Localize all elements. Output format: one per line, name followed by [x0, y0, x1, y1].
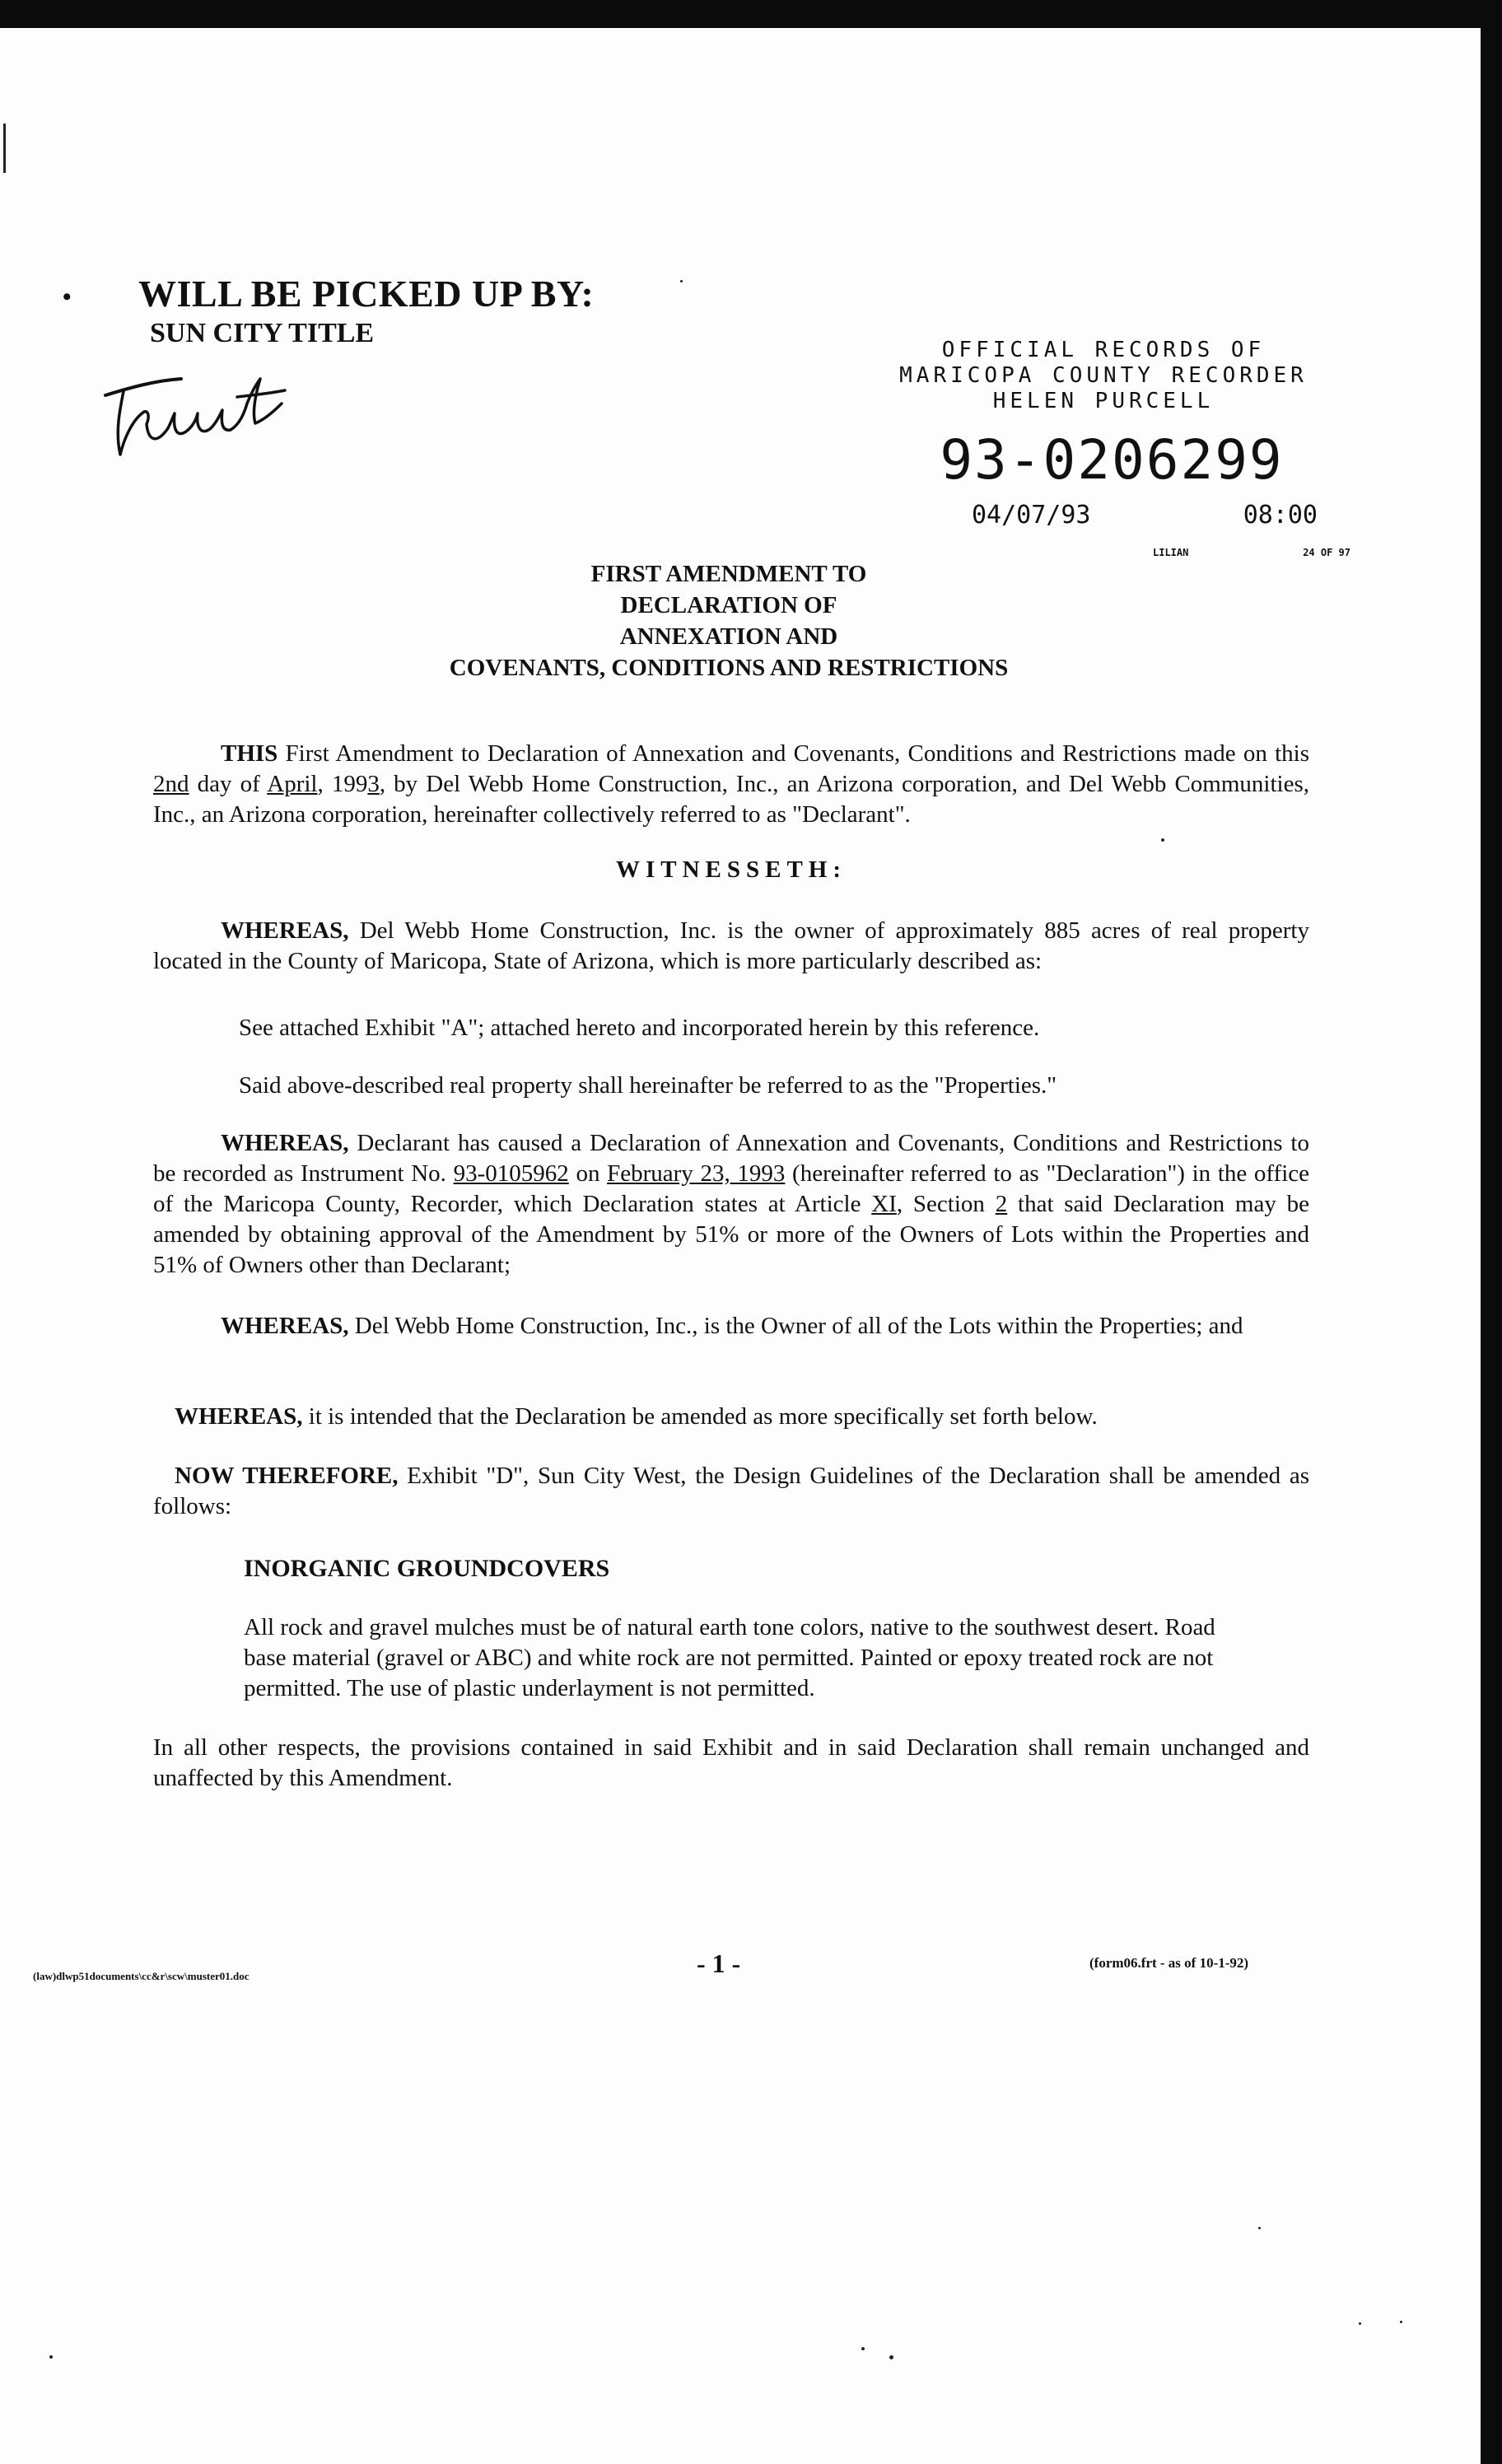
handwritten-signature [99, 362, 288, 469]
witnesseth-heading: WITNESSETH: [615, 856, 847, 883]
section-number: 2 [995, 1191, 1008, 1217]
section-heading: INORGANIC GROUNDCOVERS [244, 1555, 610, 1582]
recorder-stamp [873, 338, 1334, 414]
scan-edge-right [1481, 0, 1502, 2464]
whereas-paragraph-2 [153, 1128, 1309, 1281]
footer-file-path: (law)dlwp51documents\cc&r\scw\muster01.doc [33, 1970, 250, 1982]
whereas-paragraph-3 [153, 1311, 1309, 1342]
intro-lead: THIS [221, 740, 278, 767]
whereas-text: it is intended that the Declaration be amended as more specifically set forth below. [302, 1403, 1098, 1430]
whereas-paragraph-1 [153, 916, 1309, 977]
whereas-paragraph-4 [153, 1402, 1309, 1432]
whereas-text: Del Webb Home Construction, Inc., is the Owner of all of the Lots within the Properties; and [348, 1313, 1243, 1339]
recorder-line-3: HELEN PURCELL [992, 389, 1215, 413]
recording-datetime [972, 501, 1318, 530]
intro-month: April [267, 771, 318, 797]
scan-mark [3, 124, 6, 173]
intro-paragraph [153, 739, 1309, 830]
whereas-lead: WHEREAS, [175, 1403, 303, 1430]
intro-text: , 199 [317, 771, 368, 797]
whereas-lead: WHEREAS, [221, 1130, 349, 1156]
title-line-4: COVENANTS, CONDITIONS AND RESTRICTIONS [449, 655, 1009, 681]
footer-form-id: (form06.frt - as of 10-1-92) [1089, 1955, 1249, 1971]
now-therefore-paragraph [153, 1461, 1309, 1522]
section-text: All rock and gravel mulches must be of natural earth tone colors, native to the southwest desert. Road base material (gravel or ABC) and white rock are not permitted. Painted or epoxy treated rock are not permitted. The use of plastic underlayment is not permitted. [244, 1614, 1215, 1701]
article-number: XI [871, 1191, 897, 1217]
title-line-3: ANNEXATION AND [619, 623, 838, 650]
page-number: - 1 - [697, 1948, 741, 1978]
recording-clerk-line [1153, 547, 1350, 558]
recording-pages: 24 OF 97 [1303, 547, 1350, 558]
now-therefore-text: Exhibit "D", Sun City West, the Design Guidelines of the Declaration shall be amended as follows: [153, 1463, 1309, 1519]
intro-text: day of [189, 771, 268, 797]
title-line-1: FIRST AMENDMENT TO [590, 561, 867, 587]
title-line-2: DECLARATION OF [620, 592, 837, 618]
whereas-text: Declarant has caused a Declaration of Annexation and Covenants, Conditions and Restrictions to be recorded as Instrument No. [153, 1130, 1309, 1187]
recording-number: 93-0206299 [940, 428, 1284, 492]
recording-date: 04/07/93 [972, 501, 1091, 530]
recorder-line-2: MARICOPA COUNTY RECORDER [899, 363, 1308, 388]
whereas-text: (hereinafter referred to as "Declaration") in the office of the Maricopa County, Recorder, which Declaration states at Article [153, 1160, 1310, 1217]
intro-text: First Amendment to Declaration of Annexation and Covenants, Conditions and Restrictions made on this [278, 740, 1309, 767]
pickup-company: SUN CITY TITLE [150, 318, 375, 348]
whereas-text: on [568, 1160, 608, 1187]
whereas-lead: WHEREAS, [221, 1313, 349, 1339]
properties-reference: Said above-described real property shall hereinafter be referred to as the "Properties." [239, 1072, 1057, 1099]
whereas-text: that said Declaration may be amended by obtaining approval of the Amendment by 51% or more of the Owners of Lots within the Properties and 51% of Owners other than Declarant; [153, 1191, 1309, 1278]
exhibit-reference: See attached Exhibit "A"; attached hereto and incorporated herein by this reference. [239, 1015, 1040, 1041]
whereas-lead: WHEREAS, [221, 917, 349, 944]
document-title [313, 558, 1145, 684]
closing-paragraph: In all other respects, the provisions contained in said Exhibit and in said Declaration shall remain unchanged and unaffected by this Amendment. [153, 1734, 1309, 1791]
instrument-number: 93-0105962 [453, 1160, 569, 1187]
now-therefore-lead: NOW THEREFORE, [175, 1463, 399, 1489]
recorded-date: February 23, 1993 [607, 1160, 786, 1187]
intro-text: , by Del Webb Home Construction, Inc., an Arizona corporation, and Del Webb Communities, Inc., an Arizona corporation, hereinafter collectively referred to as "Declarant". [153, 771, 1309, 828]
whereas-text: , Section [896, 1191, 996, 1217]
whereas-text: Del Webb Home Construction, Inc. is the owner of approximately 885 acres of real property located in the County of Maricopa, State of Arizona, which is more particularly described as: [153, 917, 1309, 974]
pickup-bullet: • [63, 283, 72, 310]
scan-edge-top [0, 0, 1502, 28]
intro-day: 2nd [153, 771, 189, 797]
recording-time: 08:00 [1243, 501, 1318, 530]
intro-year-digit: 3 [367, 771, 380, 797]
pickup-heading: WILL BE PICKED UP BY: [138, 273, 595, 315]
recording-clerk: LILIAN [1153, 547, 1189, 558]
recorder-line-1: OFFICIAL RECORDS OF [941, 338, 1266, 362]
